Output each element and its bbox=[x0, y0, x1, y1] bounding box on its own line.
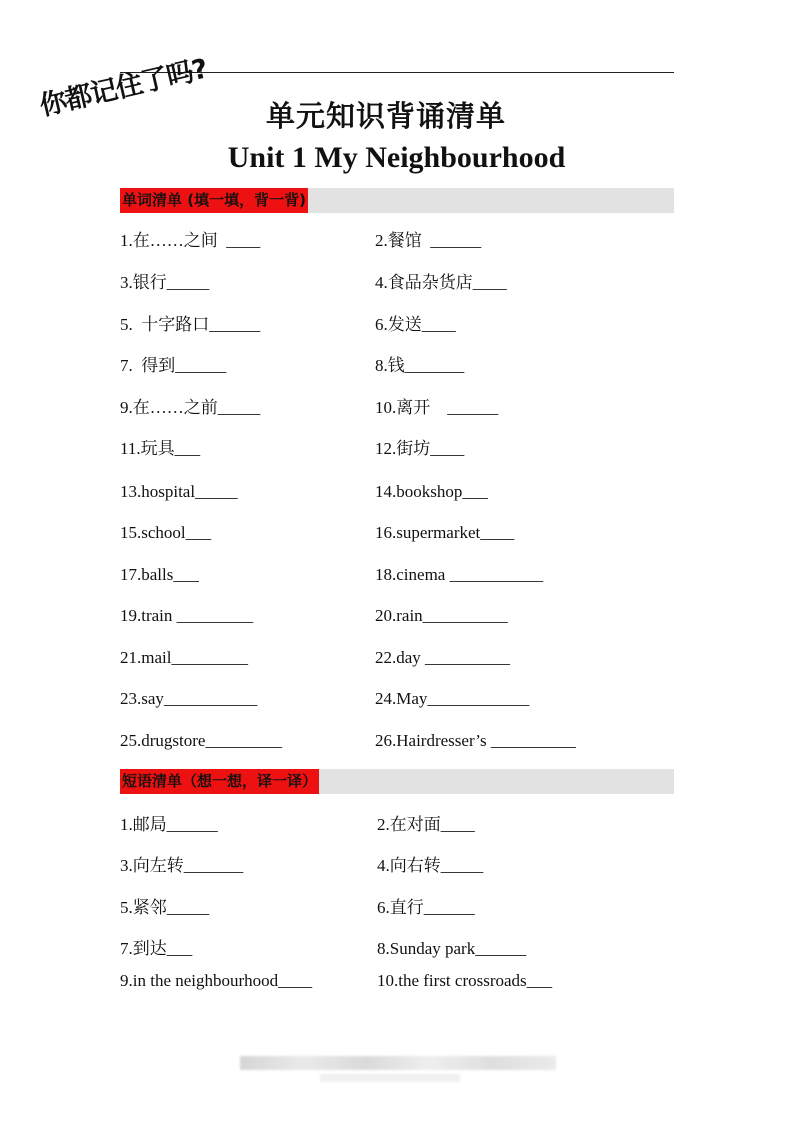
vocab-item: 15.school___ bbox=[120, 523, 212, 542]
vocab-item: 24.May____________ bbox=[375, 689, 530, 708]
vocab-item: 16.supermarket____ bbox=[375, 523, 515, 542]
blurred-footer bbox=[240, 1056, 556, 1070]
vocab-item: 21.mail_________ bbox=[120, 648, 248, 667]
vocab-item: 8.钱_______ bbox=[375, 356, 465, 375]
phrase-item: 8.Sunday park______ bbox=[377, 939, 527, 958]
vocab-item: 12.街坊____ bbox=[375, 439, 465, 458]
vocab-item: 5. 十字路口______ bbox=[120, 315, 261, 334]
vocab-item: 17.balls___ bbox=[120, 565, 199, 584]
phrase-item: 4.向右转_____ bbox=[377, 856, 484, 875]
vocab-item: 11.玩具___ bbox=[120, 439, 201, 458]
phrase-item: 2.在对面____ bbox=[377, 815, 475, 834]
vocab-item: 13.hospital_____ bbox=[120, 482, 238, 501]
phrase-item: 6.直行______ bbox=[377, 898, 475, 917]
page-title-english: Unit 1 My Neighbourhood bbox=[227, 141, 566, 174]
vocab-item: 3.银行_____ bbox=[120, 273, 210, 292]
vocab-section-bar bbox=[120, 188, 674, 213]
vocab-item: 22.day __________ bbox=[375, 648, 511, 667]
vocab-item: 23.say___________ bbox=[120, 689, 258, 708]
vocab-item: 14.bookshop___ bbox=[375, 482, 488, 501]
phrase-item: 9.in the neighbourhood____ bbox=[120, 971, 313, 990]
blurred-footer-line bbox=[320, 1074, 460, 1082]
vocab-item: 26.Hairdresser’s __________ bbox=[375, 731, 576, 750]
phrase-item: 7.到达___ bbox=[120, 939, 193, 958]
phrase-item: 5.紧邻_____ bbox=[120, 898, 210, 917]
phrase-item: 10.the first crossroads___ bbox=[377, 971, 553, 990]
vocab-item: 2.餐馆 ______ bbox=[375, 231, 482, 250]
vocab-item: 19.train _________ bbox=[120, 606, 254, 625]
stamp-heading: 你都记住了吗? bbox=[36, 53, 211, 123]
phrases-section-bar bbox=[120, 769, 674, 794]
vocab-item: 9.在……之前_____ bbox=[120, 398, 261, 417]
vocab-item: 25.drugstore_________ bbox=[120, 731, 282, 750]
phrase-item: 3.向左转_______ bbox=[120, 856, 244, 875]
vocab-item: 18.cinema ___________ bbox=[375, 565, 544, 584]
vocab-item: 6.发送____ bbox=[375, 315, 456, 334]
vocab-item: 10.离开 ______ bbox=[375, 398, 499, 417]
vocab-item: 20.rain__________ bbox=[375, 606, 508, 625]
vocab-item: 4.食品杂货店____ bbox=[375, 273, 507, 292]
page-title-chinese: 单元知识背诵清单 bbox=[266, 99, 507, 133]
phrase-item: 1.邮局______ bbox=[120, 815, 218, 834]
vocab-item: 7. 得到______ bbox=[120, 356, 227, 375]
vocab-section-label: 单词清单 (填一填，背一背) bbox=[120, 188, 308, 213]
phrases-section-label: 短语清单（想一想，译一译） bbox=[120, 769, 319, 794]
vocab-item: 1.在……之间 ____ bbox=[120, 231, 261, 250]
